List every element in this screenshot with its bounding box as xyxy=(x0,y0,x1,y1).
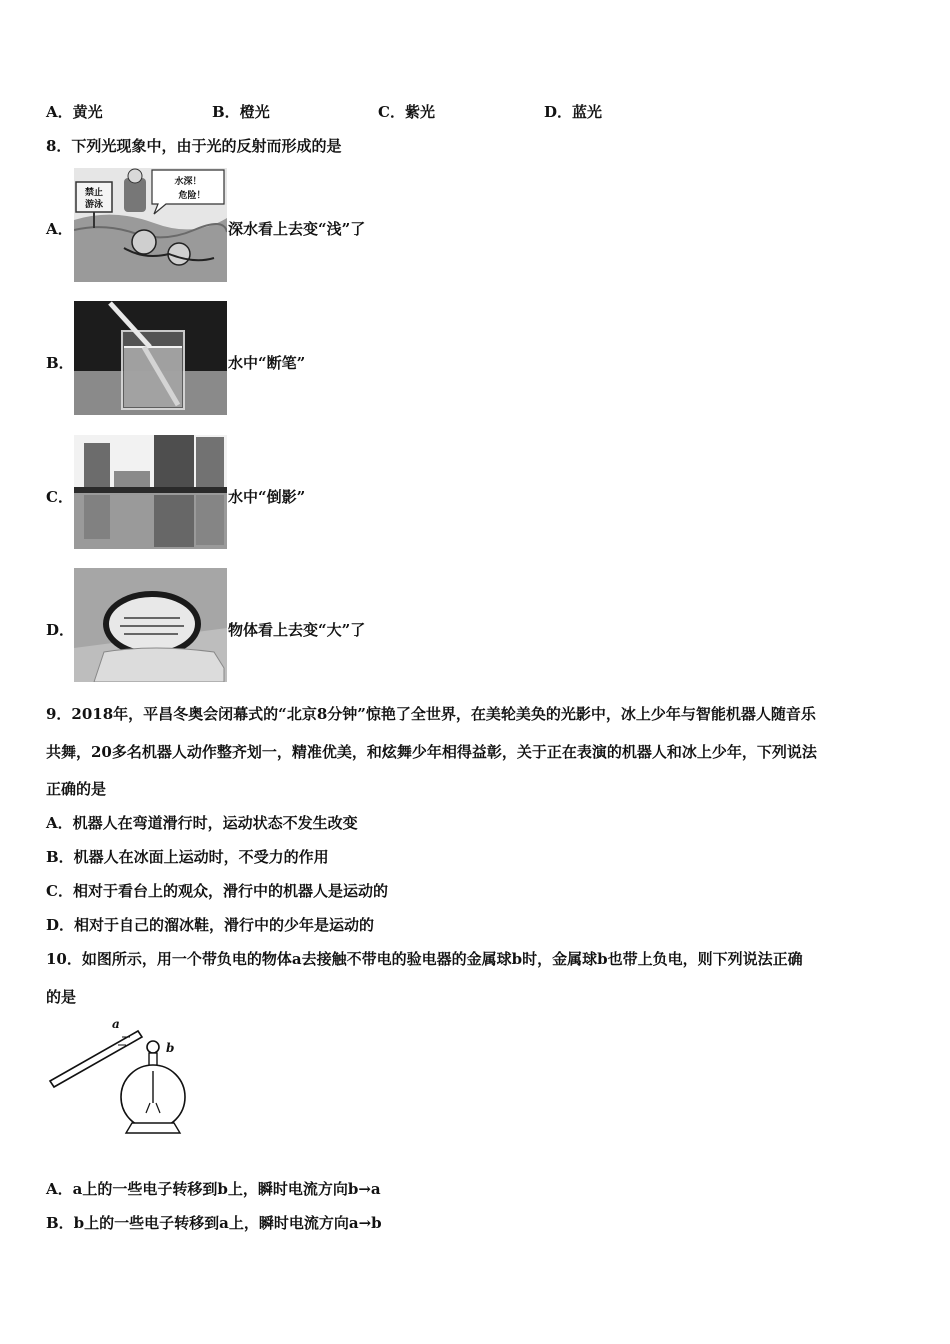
q7-option-c: C．紫光 xyxy=(378,103,435,121)
q8-option-b-caption: 水中“断笔” xyxy=(228,354,306,372)
q10-stem-line-1: 10．如图所示，用一个带负电的物体a去接触不带电的验电器的金属球b时，金属球b也带上负电，则下列说法正确 xyxy=(46,950,803,968)
q8-option-b-letter: B． xyxy=(46,354,74,372)
q8-option-c-caption: 水中“倒影” xyxy=(228,488,306,506)
broken-pencil-glass-photo xyxy=(74,301,227,415)
q10-option-b: B．b上的一些电子转移到a上，瞬时电流方向a→b xyxy=(46,1214,382,1232)
q9-stem-line-2: 共舞，20多名机器人动作整齐划一，精准优美，和炫舞少年相得益彰，关于正在表演的机器人和冰上少年，下列说法 xyxy=(46,743,817,761)
swimming-warning-illustration xyxy=(74,168,227,282)
sign-text-1: 禁止 xyxy=(84,188,104,198)
q7-options-row xyxy=(46,102,602,122)
label-a: a xyxy=(112,1017,120,1031)
q9-option-d: D．相对于自己的溜冰鞋，滑行中的少年是运动的 xyxy=(46,916,375,934)
magnifying-glass-photo xyxy=(74,568,227,682)
q9-stem-line-3: 正确的是 xyxy=(46,780,107,798)
q8-option-a-caption: 深水看上去变“浅”了 xyxy=(228,220,366,238)
q9-stem-line-1: 9．2018年，平昌冬奥会闭幕式的“北京8分钟”惊艳了全世界，在美轮美奂的光影中，冰上少年与智能机器人随音乐 xyxy=(46,705,816,723)
q9-option-b: B．机器人在冰面上运动时，不受力的作用 xyxy=(46,848,329,866)
q8-option-b-image xyxy=(74,301,227,415)
q8-stem: 8．下列光现象中，由于光的反射而形成的是 xyxy=(46,137,342,155)
q7-option-a: A．黄光 xyxy=(46,103,103,121)
electroscope-diagram xyxy=(46,1015,216,1140)
building-reflection-photo xyxy=(74,435,227,549)
q10-stem-line-2: 的是 xyxy=(46,988,77,1006)
sign-text-2: 游泳 xyxy=(84,200,104,210)
q7-option-b: B．橙光 xyxy=(212,103,270,121)
q8-option-c-image xyxy=(74,435,227,549)
label-b: b xyxy=(166,1041,175,1055)
q10-option-a: A．a上的一些电子转移到b上，瞬时电流方向b→a xyxy=(46,1180,381,1198)
q8-option-a-image xyxy=(74,168,227,282)
q8-option-d-caption: 物体看上去变“大”了 xyxy=(228,621,366,639)
q8-option-c-letter: C． xyxy=(46,488,73,506)
q8-option-d-letter: D． xyxy=(46,621,75,639)
bubble-text-1: 水深！ xyxy=(174,177,202,187)
electroscope-drawing xyxy=(46,1015,216,1140)
q9-option-c: C．相对于看台上的观众，滑行中的机器人是运动的 xyxy=(46,882,388,900)
q9-option-a: A．机器人在弯道滑行时，运动状态不发生改变 xyxy=(46,814,358,832)
q7-option-d: D．蓝光 xyxy=(544,103,603,121)
q8-option-d-image xyxy=(74,568,227,682)
q8-option-a-letter: A． xyxy=(46,220,73,238)
bubble-text-2: 危险！ xyxy=(178,191,206,201)
